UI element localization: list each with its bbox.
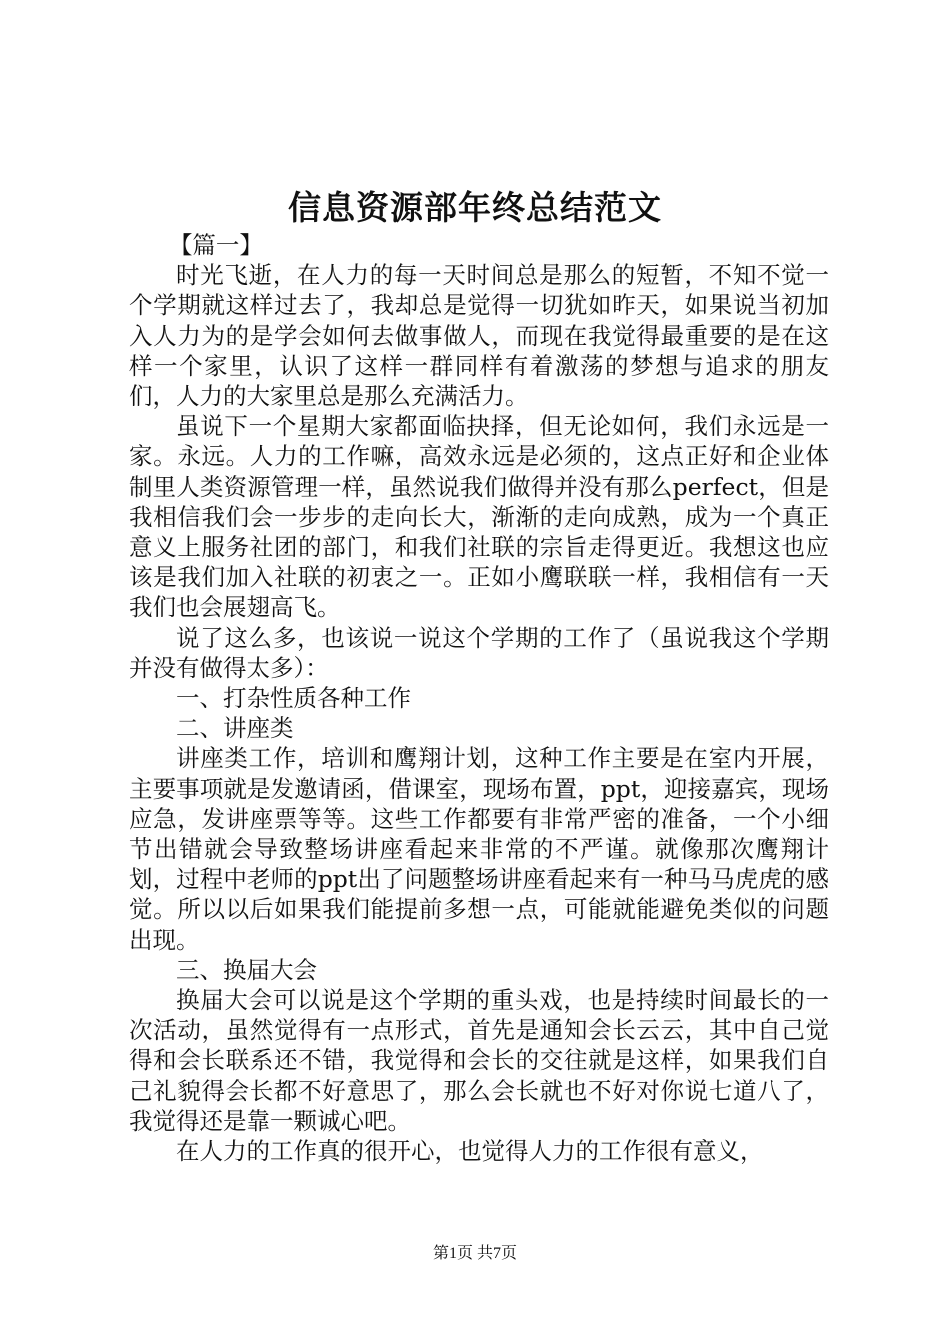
paragraph-closing: 在人力的工作真的很开心，也觉得人力的工作很有意义， xyxy=(176,1137,764,1166)
paragraph-election-meeting: 换届大会可以说是这个学期的重头戏，也是持续时间最长的一次活动，虽然觉得有一点形式，首先是通知会长云云，其中自己觉得和会长联系还不错，我觉得和会长的交往就是这样，如果我们自己礼貌得会长都不好意思了，那么会长就也不好对你说七道八了，我觉得还是靠一颗诚心吧。 xyxy=(129,986,829,1135)
paragraph-lectures: 讲座类工作，培训和鹰翔计划，这种工作主要是在室内开展，主要事项就是发邀请函，借课室，现场布置，ppt，迎接嘉宾，现场应急，发讲座票等等。这些工作都要有非常严密的准备，一个小细节出错就会导致整场讲座看起来非常的不严谨。就像那次鹰翔计划，过程中老师的ppt出了问题整场讲座看起来有一种马马虎虎的感觉。所以以后如果我们能提前多想一点，可能就能避免类似的问题出现。 xyxy=(129,744,829,954)
heading-lectures: 二、讲座类 xyxy=(176,714,294,743)
paragraph-family: 虽说下一个星期大家都面临抉择，但无论如何，我们永远是一家。永远。人力的工作嘛，高效永远是必须的，这点正好和企业体制里人类资源管理一样，虽然说我们做得并没有那么perfect，但是我相信我们会一步步的走向长大，渐渐的走向成熟，成为一个真正意义上服务社团的部门，和我们社联的宗旨走得更近。我想这也应该是我们加入社联的初衷之一。正如小鹰联联一样，我相信有一天我们也会展翅高飞。 xyxy=(129,412,829,622)
paragraph-intro: 时光飞逝，在人力的每一天时间总是那么的短暂，不知不觉一个学期就这样过去了，我却总是觉得一切犹如昨天，如果说当初加入人力为的是学会如何去做事做人，而现在我觉得最重要的是在这样一个家里，认识了这样一群同样有着激荡的梦想与追求的朋友们，人力的大家里总是那么充满活力。 xyxy=(129,261,829,411)
page-footer: 第1页 共7页 xyxy=(432,1245,517,1262)
heading-election-meeting: 三、换届大会 xyxy=(176,955,317,984)
document-body xyxy=(129,230,829,1166)
section-label: 【篇一】 xyxy=(168,231,263,259)
paragraph-work-intro: 说了这么多，也该说一说这个学期的工作了（虽说我这个学期并没有做得太多）： xyxy=(129,623,829,682)
heading-misc-work: 一、打杂性质各种工作 xyxy=(176,684,411,713)
document-title: 信息资源部年终总结范文 xyxy=(288,188,662,227)
